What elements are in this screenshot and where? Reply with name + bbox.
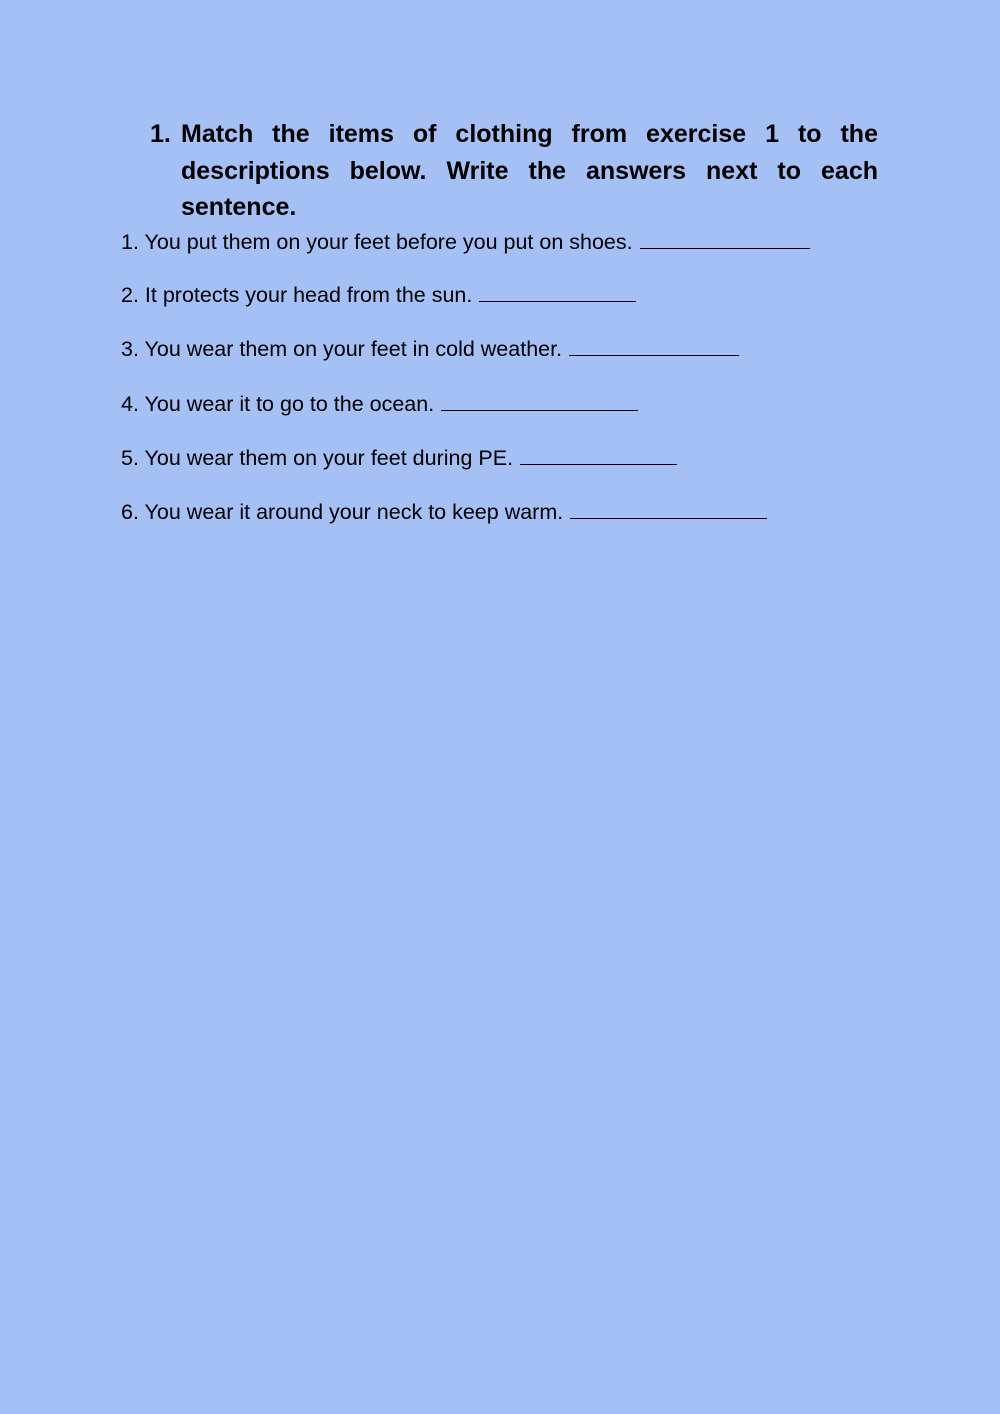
- question-item: [121, 282, 636, 308]
- question-item: [121, 229, 810, 255]
- question-item: [121, 391, 638, 417]
- question-number: 2.: [121, 283, 139, 307]
- exercise-number: 1.: [150, 120, 171, 148]
- question-text: You wear it around your neck to keep warm.: [144, 500, 564, 524]
- question-number: 4.: [121, 392, 139, 416]
- question-number: 6.: [121, 500, 139, 524]
- answer-blank[interactable]: [479, 283, 636, 302]
- question-item: [121, 445, 677, 471]
- answer-blank[interactable]: [520, 446, 677, 465]
- answer-blank[interactable]: [570, 500, 767, 519]
- question-text: You wear it to go to the ocean.: [144, 392, 435, 416]
- question-text: You put them on your feet before you put on shoes.: [144, 230, 633, 254]
- exercise-instruction: [150, 116, 878, 226]
- question-number: 3.: [121, 337, 139, 361]
- exercise-instruction-text: Match the items of clothing from exercise 1 to the descriptions below. Write the answers next to each sentence.: [181, 120, 878, 221]
- answer-blank[interactable]: [640, 230, 810, 249]
- question-text: You wear them on your feet in cold weather.: [144, 337, 563, 361]
- answer-blank[interactable]: [441, 392, 638, 411]
- question-number: 1.: [121, 230, 139, 254]
- question-text: You wear them on your feet during PE.: [144, 446, 514, 470]
- question-item: [121, 499, 767, 525]
- answer-blank[interactable]: [569, 337, 739, 356]
- question-item: [121, 336, 739, 362]
- question-number: 5.: [121, 446, 139, 470]
- question-text: It protects your head from the sun.: [144, 283, 473, 307]
